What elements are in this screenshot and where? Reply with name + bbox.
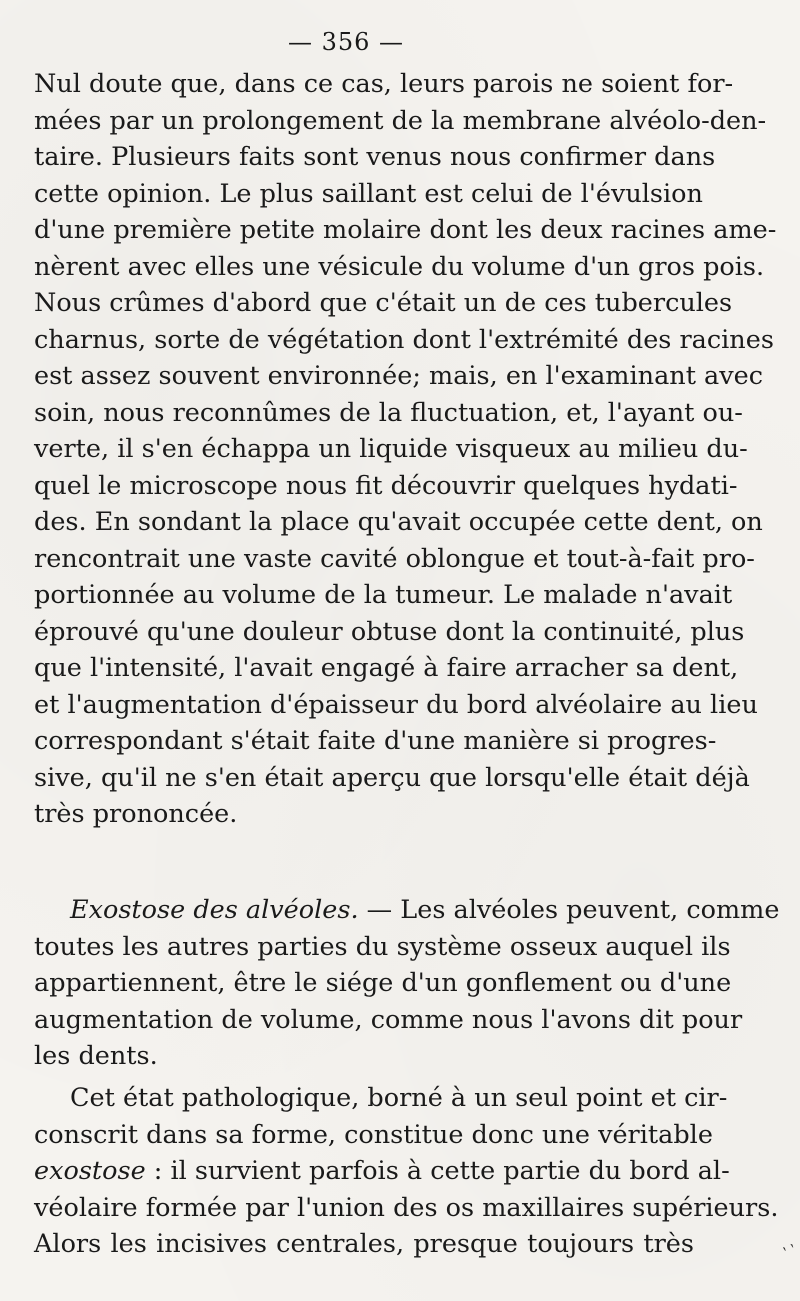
text-line: est assez souvent environnée; mais, en l'examinant avec xyxy=(34,361,764,391)
text-line: que l'intensité, l'avait engagé à faire arracher sa dent, xyxy=(34,653,739,683)
text-line: sive, qu'il ne s'en était aperçu que lorsqu'elle était déjà xyxy=(34,762,750,793)
text-segment: : il survient parfois à cette partie du bord al- xyxy=(145,1156,730,1186)
text-line xyxy=(34,892,780,929)
text-line xyxy=(34,1153,730,1190)
text-line: Cet état pathologique, borné à un seul point et cir- xyxy=(70,1083,728,1113)
text-line: augmentation de volume, comme nous l'avons dit pour xyxy=(34,1004,743,1035)
text-segment: — Les alvéoles peuvent, comme xyxy=(358,895,780,925)
text-line: soin, nous reconnûmes de la fluctuation, et, l'ayant ou- xyxy=(34,397,743,428)
text-line: conscrit dans sa forme, constitue donc une véritable xyxy=(34,1119,713,1150)
text-line: Nous crûmes d'abord que c'était un de ces tubercules xyxy=(34,288,733,318)
text-line: des. En sondant la place qu'avait occupée cette dent, on xyxy=(34,507,763,537)
text-line: et l'augmentation d'épaisseur du bord alvéolaire au lieu xyxy=(34,689,758,720)
text-line: cette opinion. Le plus saillant est celui de l'évulsion xyxy=(34,178,703,209)
text-line: rencontrait une vaste cavité oblongue et tout-à-fait pro- xyxy=(34,543,755,574)
ink-speck-mark: ˎ˴ xyxy=(780,1230,800,1255)
page-number: — 356 — xyxy=(287,28,405,56)
text-line: très prononcée. xyxy=(34,799,238,829)
text-line: quel le microscope nous fit découvrir quelques hydati- xyxy=(34,470,738,501)
paragraph-2 xyxy=(34,892,780,1075)
text-line: portionnée au volume de la tumeur. Le malade n'avait xyxy=(34,580,733,610)
text-line: éprouvé qu'une douleur obtuse dont la continuité, plus xyxy=(34,616,745,647)
text-line: toutes les autres parties du système osseux auquel ils xyxy=(34,931,731,962)
italic-term: exostose xyxy=(34,1156,146,1186)
paragraph-3 xyxy=(34,1080,779,1263)
paragraph-1 xyxy=(34,66,777,833)
text-line: verte, il s'en échappa un liquide visqueux au milieu du- xyxy=(34,434,748,464)
text-line: Alors les incisives centrales, presque toujours très xyxy=(34,1229,694,1259)
text-line: mées par un prolongement de la membrane alvéolo-den- xyxy=(34,105,767,136)
text-line: nèrent avec elles une vésicule du volume d'un gros pois. xyxy=(34,251,765,282)
text-line: appartiennent, être le siége d'un gonflement ou d'une xyxy=(34,968,732,998)
text-line: les dents. xyxy=(34,1041,158,1071)
text-line: véolaire formée par l'union des os maxillaires supérieurs. xyxy=(34,1192,779,1223)
text-line: charnus, sorte de végétation dont l'extrémité des racines xyxy=(34,324,774,355)
text-line: d'une première petite molaire dont les deux racines ame- xyxy=(34,215,777,245)
text-line: taire. Plusieurs faits sont venus nous confirmer dans xyxy=(34,142,716,172)
text-line: correspondant s'était faite d'une manière si progres- xyxy=(34,726,717,756)
text-line: Nul doute que, dans ce cas, leurs parois ne soient for- xyxy=(34,69,734,99)
section-heading: Exostose des alvéoles. xyxy=(70,895,359,925)
